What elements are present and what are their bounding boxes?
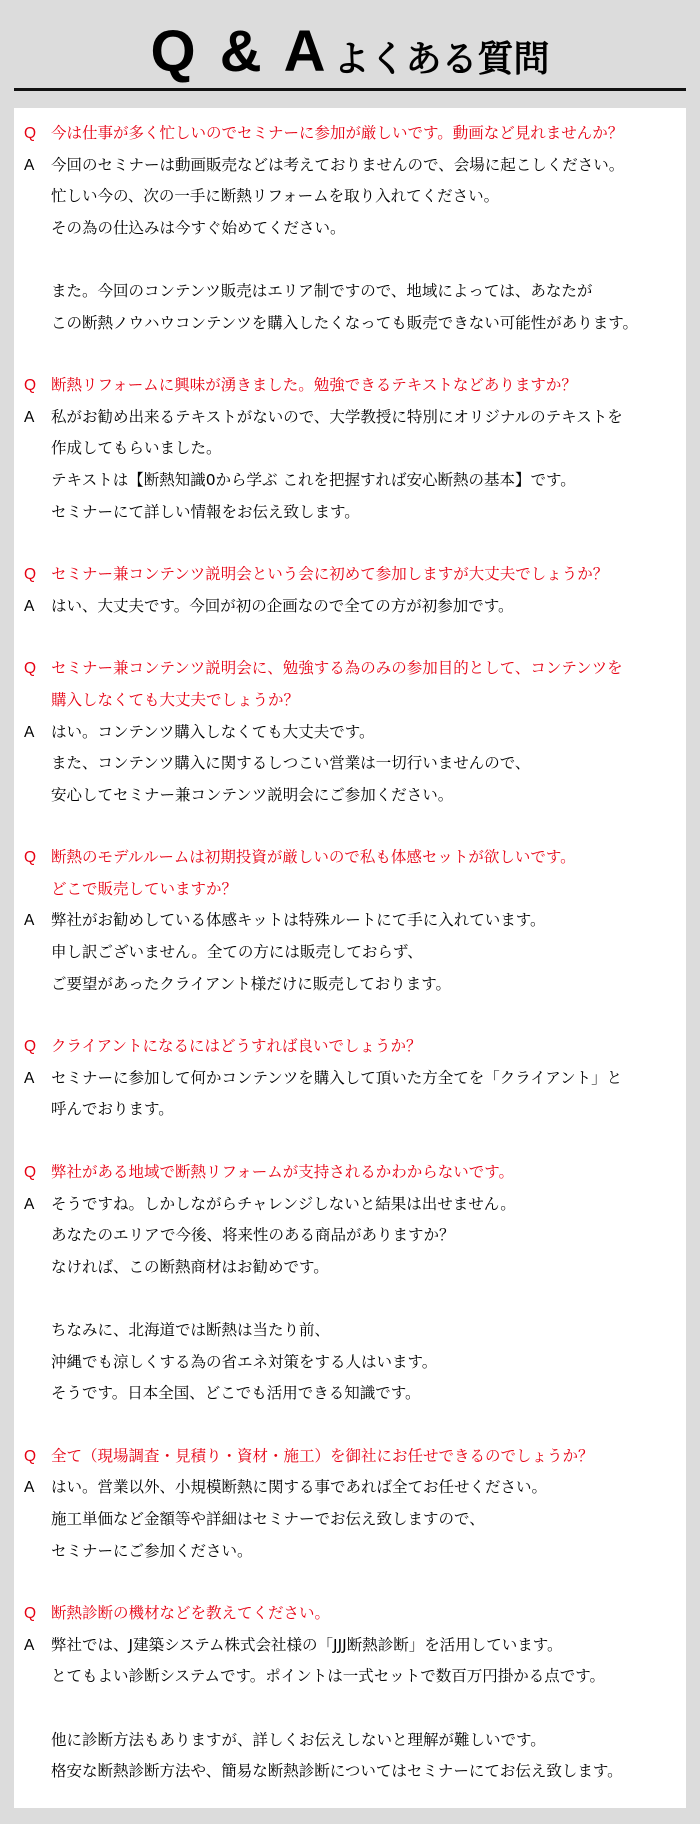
paragraph-gap [51,1693,676,1725]
answer-line: ご要望があったクライアント様だけに販売しております。 [51,974,452,993]
answer-line: ちなみに、北海道では断熱は当たり前、 [51,1321,331,1339]
question-line: セミナー兼コンテンツ説明会に、勉強する為のみの参加目的として、コンテンツを [51,659,623,678]
question-mark: Q [24,377,37,395]
faq-answer [24,150,676,340]
faq-question [24,1031,676,1063]
question-mark: Q [24,566,37,584]
faq-item [24,1441,676,1567]
answer-line: 作成してもらいました。 [51,439,222,458]
faq-item [24,1031,676,1126]
faq-item [24,1157,676,1410]
faq-answer [24,717,676,812]
faq-answer [24,591,676,623]
faq-item [24,1598,676,1788]
answer-line: セミナーに参加して何かコンテンツを購入して頂いた方全てを「クライアント」と [51,1068,623,1087]
faq-question [24,1441,676,1473]
title-underline [14,88,686,91]
faq-item [24,842,676,1000]
question-line: 断熱診断の機材などを教えてください。 [51,1604,331,1623]
answer-line: 弊社では、J建築システム株式会社様の「JJJ断熱診断」を活用しています。 [51,1635,563,1654]
faq-list [24,118,676,1819]
question-line: 弊社がある地域で断熱リフォームが支持されるかわからないです。 [51,1163,514,1182]
question-mark: Q [24,1447,37,1465]
faq-item [24,118,676,339]
answer-line: 忙しい今の、次の一手に断熱リフォームを取り入れてください。 [51,187,500,206]
answer-line: はい。コンテンツ購入しなくても大丈夫です。 [51,722,375,741]
faq-question [24,1598,676,1630]
faq-answer [24,1189,676,1410]
answer-line: そうですね。しかしながらチャレンジしないと結果は出せません。 [51,1194,516,1213]
question-line: 断熱のモデルルームは初期投資が厳しいので私も体感セットが欲しいです。 [51,848,576,867]
answer-line: セミナーにて詳しい情報をお伝え致します。 [51,502,360,521]
answer-mark: A [24,1636,35,1654]
question-mark: Q [24,1038,37,1056]
faq-item [24,559,676,622]
answer-line: 私がお勧め出来るテキストがないので、大学教授に特別にオリジナルのテキストを [51,407,623,426]
faq-answer [24,402,676,528]
answer-line: また。今回のコンテンツ販売はエリア制ですので、地域によっては、あなたが [51,281,593,300]
answer-line: 沖縄でも涼しくする為の省エネ対策をする人はいます。 [51,1352,438,1371]
question-line: セミナー兼コンテンツ説明会という会に初めて参加しますが大丈夫でしょうか？ [51,565,609,584]
question-line: クライアントになるにはどうすれば良いでしょうか？ [51,1037,422,1056]
answer-line: テキストは【断熱知識0から学ぶ これを把握すれば安心断熱の基本】です。 [51,470,576,489]
faq-item [24,653,676,811]
answer-mark: A [24,1479,35,1497]
question-mark: Q [24,125,37,142]
answer-line: 今回のセミナーは動画販売などは考えておりませんので、会場に起こしください。 [51,155,625,174]
answer-mark: A [24,723,35,741]
answer-line: なければ、この断熱商材はお勧めです。 [51,1257,329,1276]
question-line: 購入しなくても大丈夫でしょうか？ [51,690,300,709]
answer-mark: A [24,912,35,930]
answer-line: そうです。日本全国、どこでも活用できる知識です。 [51,1384,421,1403]
paragraph-gap [51,1283,676,1315]
answer-line: 申し訳ございません。全ての方には販売しておらず、 [51,943,423,962]
page-header [0,0,700,92]
answer-line: その為の仕込みは今すぐ始めてください。 [51,218,346,237]
answer-line: 呼んでおります。 [51,1100,174,1119]
faq-item [24,370,676,528]
paragraph-gap [51,244,676,276]
question-mark: Q [24,1605,37,1623]
answer-line: 他に診断方法もありますが、詳しくお伝えしないと理解が難しいです。 [51,1730,546,1749]
question-mark: Q [24,1164,37,1182]
answer-mark: A [24,1195,35,1213]
answer-line: あなたのエリアで今後、将来性のある商品がありますか？ [51,1226,455,1245]
answer-line: はい。営業以外、小規模断熱に関する事であれば全てお任せください。 [51,1478,548,1497]
answer-mark: A [24,156,35,174]
question-line: 今は仕事が多く忙しいのでセミナーに参加が厳しいです。動画など見れませんか？ [51,124,624,142]
faq-answer [24,1063,676,1126]
faq-question [24,118,676,150]
faq-question [24,653,676,716]
answer-line: 安心してセミナー兼コンテンツ説明会にご参加ください。 [51,785,454,804]
faq-answer [24,1472,676,1567]
question-line: 全て（現場調査・見積り・資材・施工）を御社にお任せできるのでしょうか？ [51,1446,594,1465]
faq-question [24,370,676,402]
title-japanese: よくある質問 [333,39,550,80]
answer-line: とてもよい診断システムです。ポイントは一式セットで数百万円掛かる点です。 [51,1667,605,1686]
faq-answer [24,905,676,1000]
answer-line: セミナーにご参加ください。 [51,1541,253,1560]
faq-question [24,559,676,591]
question-line: 断熱リフォームに興味が湧きました。勉強できるテキストなどありますか？ [51,376,577,395]
question-mark: Q [24,849,37,867]
answer-mark: A [24,408,35,426]
answer-line: 施工単価など金額等や詳細はセミナーでお伝え致しますので、 [51,1509,485,1528]
faq-question [24,1157,676,1189]
answer-line: 格安な断熱診断方法や、簡易な断熱診断についてはセミナーにてお伝え致します。 [51,1762,623,1781]
answer-line: この断熱ノウハウコンテンツを購入したくなっても販売できない可能性があります。 [51,313,638,332]
answer-line: また、コンテンツ購入に関するしつこい営業は一切行いませんので、 [51,754,531,773]
faq-answer [24,1630,676,1788]
question-line: どこで販売していますか？ [51,879,238,898]
title-qa: Q & A [150,19,330,84]
answer-mark: A [24,597,35,615]
answer-mark: A [24,1069,35,1087]
faq-question [24,842,676,905]
faq-panel [14,108,686,1808]
answer-line: 弊社がお勧めしている体感キットは特殊ルートにて手に入れています。 [51,911,546,930]
answer-line: はい、大丈夫です。今回が初の企画なので全ての方が初参加です。 [51,596,514,615]
question-mark: Q [24,660,37,678]
page-title [0,18,700,85]
